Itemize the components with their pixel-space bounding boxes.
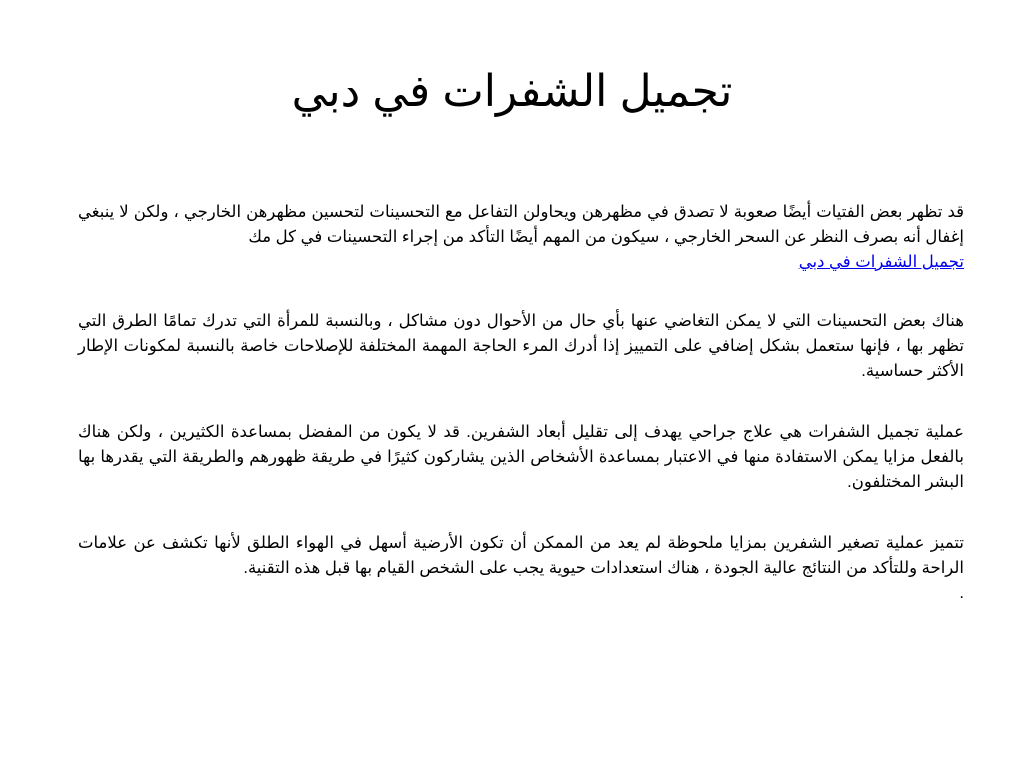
slide-title: تجميل الشفرات في دبي: [291, 67, 733, 116]
slide-body: [78, 200, 964, 606]
paragraph-2: هناك بعض التحسينات التي لا يمكن التغاضي عنها بأي حال من الأحوال دون مشاكل ، وبالنسبة للمرأة التي تدرك تمامًا الطرق التي تظهر بها ، فإنها ستعمل بشكل إضافي على التمييز إذا أدرك المرء الحاجة المهمة المختلفة للإصلاحات خاصة بالنسبة لمكونات الإطار الأكثر حساسية.: [78, 312, 964, 380]
trailing-period: .: [959, 584, 964, 602]
paragraph-1-text: قد تظهر بعض الفتيات أيضًا صعوبة لا تصدق في مظهرهن ويحاولن التفاعل مع التحسينات لتحسين مظهرهن الخارجي ، ولكن لا ينبغي إغفال أنه بصرف النظر عن السحر الخارجي ، سيكون من المهم أيضًا التأكد من إجراء التحسينات في كل مك: [78, 203, 964, 246]
paragraph-4: تتميز عملية تصغير الشفرين بمزايا ملحوظة لم يعد من الممكن أن تكون الأرضية أسهل في الهواء الطلق لأنها تكشف عن علامات الراحة وللتأكد من النتائج عالية الجودة ، هناك استعدادات حيوية يجب على الشخص القيام بها قبل هذه التقنية.: [78, 534, 964, 577]
paragraph-1: [78, 200, 964, 275]
paragraph-3: عملية تجميل الشفرات هي علاج جراحي يهدف إلى تقليل أبعاد الشفرين. قد لا يكون من المفضل بمساعدة الكثيرين ، ولكن هناك بالفعل مزايا يمكن الاستفادة منها في الاعتبار بمساعدة الأشخاص الذين يشاركون كثيرًا في طريقة ظهورهم والطريقة التي يقدرها بها البشر المختلفون.: [78, 423, 964, 491]
labiaplasty-dubai-link[interactable]: تجميل الشفرات في دبي: [798, 253, 964, 271]
